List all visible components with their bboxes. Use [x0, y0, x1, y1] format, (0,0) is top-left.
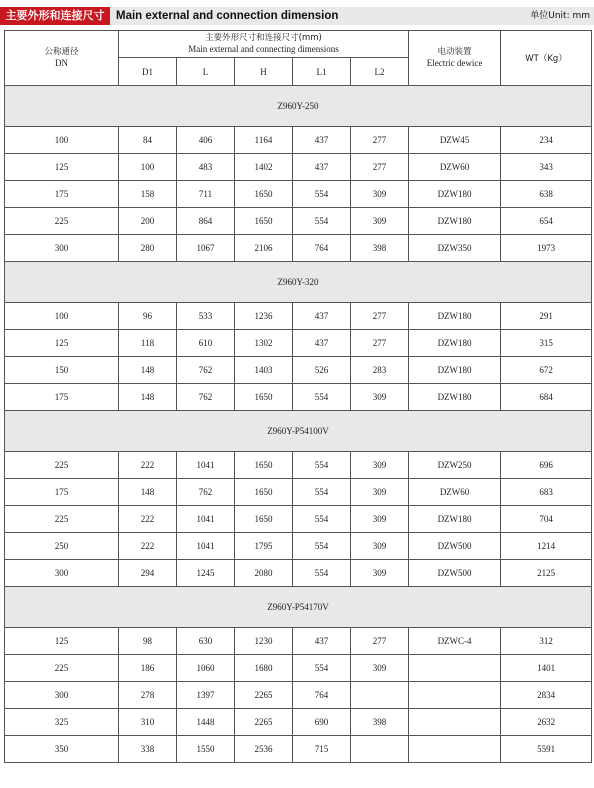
- device-cell: DZW60: [409, 479, 501, 506]
- device-cell: [409, 736, 501, 763]
- l-cell: 1041: [177, 533, 235, 560]
- wt-cell: 312: [501, 628, 592, 655]
- wt-cell: 683: [501, 479, 592, 506]
- title-cn-label: 主要外形和连接尺寸: [0, 7, 110, 25]
- col-header-l1: L1: [293, 58, 351, 86]
- d1-cell: 98: [119, 628, 177, 655]
- device-cell: DZW180: [409, 181, 501, 208]
- wt-cell: 2125: [501, 560, 592, 587]
- l2-cell: [351, 736, 409, 763]
- l2-cell: 309: [351, 560, 409, 587]
- table-row: [5, 709, 592, 736]
- h-cell: 1795: [235, 533, 293, 560]
- l2-cell: 398: [351, 709, 409, 736]
- h-cell: 1650: [235, 181, 293, 208]
- d1-cell: 148: [119, 384, 177, 411]
- group-row: [5, 587, 592, 628]
- h-cell: 2536: [235, 736, 293, 763]
- dn-header: [5, 31, 119, 86]
- wt-cell: 5591: [501, 736, 592, 763]
- l-cell: 1448: [177, 709, 235, 736]
- l1-cell: 437: [293, 330, 351, 357]
- l-cell: 762: [177, 479, 235, 506]
- device-cell: DZW500: [409, 560, 501, 587]
- table-row: [5, 452, 592, 479]
- l1-cell: 715: [293, 736, 351, 763]
- l2-cell: 277: [351, 330, 409, 357]
- l-cell: 762: [177, 384, 235, 411]
- dn-cell: 175: [5, 181, 119, 208]
- device-cell: DZW180: [409, 384, 501, 411]
- l1-cell: 437: [293, 303, 351, 330]
- l2-cell: [351, 682, 409, 709]
- group-row: [5, 262, 592, 303]
- wt-cell: 1973: [501, 235, 592, 262]
- wt-cell: 343: [501, 154, 592, 181]
- unit-label: 单位Unit: mm: [530, 11, 590, 21]
- wt-cell: 1401: [501, 655, 592, 682]
- wt-cell: 2834: [501, 682, 592, 709]
- wt-cell: 1214: [501, 533, 592, 560]
- device-cell: DZW180: [409, 208, 501, 235]
- l1-cell: 764: [293, 235, 351, 262]
- d1-cell: 84: [119, 127, 177, 154]
- l1-cell: 554: [293, 181, 351, 208]
- l-cell: 610: [177, 330, 235, 357]
- l2-cell: 277: [351, 127, 409, 154]
- wt-cell: 696: [501, 452, 592, 479]
- h-cell: 1402: [235, 154, 293, 181]
- wt-cell: 291: [501, 303, 592, 330]
- table-row: [5, 682, 592, 709]
- table-body: [5, 86, 592, 763]
- wt-cell: 315: [501, 330, 592, 357]
- device-cell: DZWC-4: [409, 628, 501, 655]
- l1-cell: 554: [293, 479, 351, 506]
- dn-cell: 150: [5, 357, 119, 384]
- dn-cell: 100: [5, 127, 119, 154]
- device-cell: DZW180: [409, 357, 501, 384]
- table-row: [5, 560, 592, 587]
- wt-cell: 654: [501, 208, 592, 235]
- l1-cell: 554: [293, 506, 351, 533]
- d1-cell: 310: [119, 709, 177, 736]
- device-cell: DZW180: [409, 506, 501, 533]
- dn-cell: 325: [5, 709, 119, 736]
- col-header-d1: D1: [119, 58, 177, 86]
- l1-cell: 437: [293, 127, 351, 154]
- l1-cell: 554: [293, 533, 351, 560]
- device-cell: DZW500: [409, 533, 501, 560]
- l1-cell: 554: [293, 560, 351, 587]
- d1-cell: 222: [119, 452, 177, 479]
- h-cell: 1236: [235, 303, 293, 330]
- dn-cell: 350: [5, 736, 119, 763]
- device-header: [409, 31, 501, 86]
- d1-cell: 148: [119, 479, 177, 506]
- device-cell: DZW60: [409, 154, 501, 181]
- group-title: Z960Y-250: [5, 86, 592, 127]
- d1-cell: 222: [119, 533, 177, 560]
- d1-cell: 96: [119, 303, 177, 330]
- l-cell: 406: [177, 127, 235, 154]
- d1-cell: 338: [119, 736, 177, 763]
- l1-cell: 690: [293, 709, 351, 736]
- dn-cell: 225: [5, 506, 119, 533]
- dn-cell: 175: [5, 479, 119, 506]
- table-row: [5, 736, 592, 763]
- wt-cell: 2632: [501, 709, 592, 736]
- l-cell: 1550: [177, 736, 235, 763]
- dimension-table: [4, 30, 592, 763]
- l-cell: 864: [177, 208, 235, 235]
- device-cell: DZW180: [409, 303, 501, 330]
- wt-cell: 684: [501, 384, 592, 411]
- wt-cell: 672: [501, 357, 592, 384]
- l2-cell: 309: [351, 533, 409, 560]
- dn-cell: 250: [5, 533, 119, 560]
- h-cell: 1650: [235, 506, 293, 533]
- wt-cell: 704: [501, 506, 592, 533]
- dn-cell: 300: [5, 560, 119, 587]
- dn-cell: 125: [5, 628, 119, 655]
- l2-cell: 277: [351, 628, 409, 655]
- dn-cell: 300: [5, 235, 119, 262]
- l1-cell: 554: [293, 452, 351, 479]
- l-cell: 1041: [177, 452, 235, 479]
- l2-cell: 309: [351, 384, 409, 411]
- d1-cell: 100: [119, 154, 177, 181]
- dn-cell: 100: [5, 303, 119, 330]
- wt-cell: 638: [501, 181, 592, 208]
- device-cell: DZW250: [409, 452, 501, 479]
- table-header: [5, 31, 592, 86]
- l-cell: 483: [177, 154, 235, 181]
- table-row: [5, 154, 592, 181]
- table-row: [5, 628, 592, 655]
- l1-cell: 554: [293, 655, 351, 682]
- h-cell: 2080: [235, 560, 293, 587]
- col-header-l2: L2: [351, 58, 409, 86]
- d1-cell: 200: [119, 208, 177, 235]
- h-cell: 1680: [235, 655, 293, 682]
- h-cell: 2265: [235, 709, 293, 736]
- table-row: [5, 330, 592, 357]
- group-title: Z960Y-P54100V: [5, 411, 592, 452]
- l2-cell: 277: [351, 303, 409, 330]
- l2-cell: 309: [351, 452, 409, 479]
- dn-cell: 175: [5, 384, 119, 411]
- group-row: [5, 86, 592, 127]
- d1-cell: 118: [119, 330, 177, 357]
- dn-header-cn: 公称通径: [44, 47, 79, 57]
- l2-cell: 309: [351, 506, 409, 533]
- l2-cell: 309: [351, 655, 409, 682]
- dims-header-cn: 主要外形尺寸和连接尺寸(mm): [205, 33, 322, 43]
- l-cell: 1041: [177, 506, 235, 533]
- l1-cell: 526: [293, 357, 351, 384]
- device-cell: DZW45: [409, 127, 501, 154]
- h-cell: 1650: [235, 384, 293, 411]
- wt-cell: 234: [501, 127, 592, 154]
- table-row: [5, 384, 592, 411]
- h-cell: 2265: [235, 682, 293, 709]
- h-cell: 1650: [235, 208, 293, 235]
- l-cell: 533: [177, 303, 235, 330]
- dn-cell: 125: [5, 154, 119, 181]
- device-cell: [409, 709, 501, 736]
- l-cell: 762: [177, 357, 235, 384]
- device-cell: DZW350: [409, 235, 501, 262]
- d1-cell: 294: [119, 560, 177, 587]
- dn-header-en: DN: [55, 58, 68, 68]
- l1-cell: 554: [293, 208, 351, 235]
- l1-cell: 437: [293, 628, 351, 655]
- l2-cell: 309: [351, 479, 409, 506]
- wt-header: [501, 31, 592, 86]
- group-title: Z960Y-P54170V: [5, 587, 592, 628]
- device-header-en: Electric dewice: [426, 58, 483, 68]
- l2-cell: 309: [351, 181, 409, 208]
- table-row: [5, 655, 592, 682]
- dims-header: [119, 31, 409, 58]
- d1-cell: 158: [119, 181, 177, 208]
- d1-cell: 222: [119, 506, 177, 533]
- table-row: [5, 208, 592, 235]
- table-row: [5, 235, 592, 262]
- l-cell: 1067: [177, 235, 235, 262]
- h-cell: 1650: [235, 452, 293, 479]
- h-cell: 1230: [235, 628, 293, 655]
- dn-cell: 225: [5, 452, 119, 479]
- d1-cell: 148: [119, 357, 177, 384]
- dims-header-en: Main external and connecting dimensions: [188, 44, 339, 54]
- table-row: [5, 533, 592, 560]
- wt-header-label: WT（Kg）: [525, 54, 567, 64]
- l2-cell: 309: [351, 208, 409, 235]
- dn-cell: 125: [5, 330, 119, 357]
- h-cell: 1164: [235, 127, 293, 154]
- col-header-h: H: [235, 58, 293, 86]
- l2-cell: 398: [351, 235, 409, 262]
- title-bar: [0, 7, 594, 25]
- l1-cell: 554: [293, 384, 351, 411]
- h-cell: 1403: [235, 357, 293, 384]
- l-cell: 1245: [177, 560, 235, 587]
- dn-cell: 225: [5, 208, 119, 235]
- table-row: [5, 181, 592, 208]
- l-cell: 1397: [177, 682, 235, 709]
- dn-cell: 225: [5, 655, 119, 682]
- d1-cell: 280: [119, 235, 177, 262]
- device-header-cn: 电动装置: [437, 47, 472, 57]
- device-cell: [409, 655, 501, 682]
- group-title: Z960Y-320: [5, 262, 592, 303]
- table-row: [5, 506, 592, 533]
- l-cell: 630: [177, 628, 235, 655]
- l2-cell: 277: [351, 154, 409, 181]
- col-header-l: L: [177, 58, 235, 86]
- l1-cell: 764: [293, 682, 351, 709]
- group-row: [5, 411, 592, 452]
- l2-cell: 283: [351, 357, 409, 384]
- h-cell: 1302: [235, 330, 293, 357]
- device-cell: [409, 682, 501, 709]
- table-row: [5, 303, 592, 330]
- d1-cell: 186: [119, 655, 177, 682]
- l-cell: 1060: [177, 655, 235, 682]
- d1-cell: 278: [119, 682, 177, 709]
- l-cell: 711: [177, 181, 235, 208]
- h-cell: 1650: [235, 479, 293, 506]
- table-row: [5, 357, 592, 384]
- table-row: [5, 127, 592, 154]
- dn-cell: 300: [5, 682, 119, 709]
- device-cell: DZW180: [409, 330, 501, 357]
- l1-cell: 437: [293, 154, 351, 181]
- h-cell: 2106: [235, 235, 293, 262]
- table-row: [5, 479, 592, 506]
- title-en-label: Main external and connection dimension: [116, 10, 339, 22]
